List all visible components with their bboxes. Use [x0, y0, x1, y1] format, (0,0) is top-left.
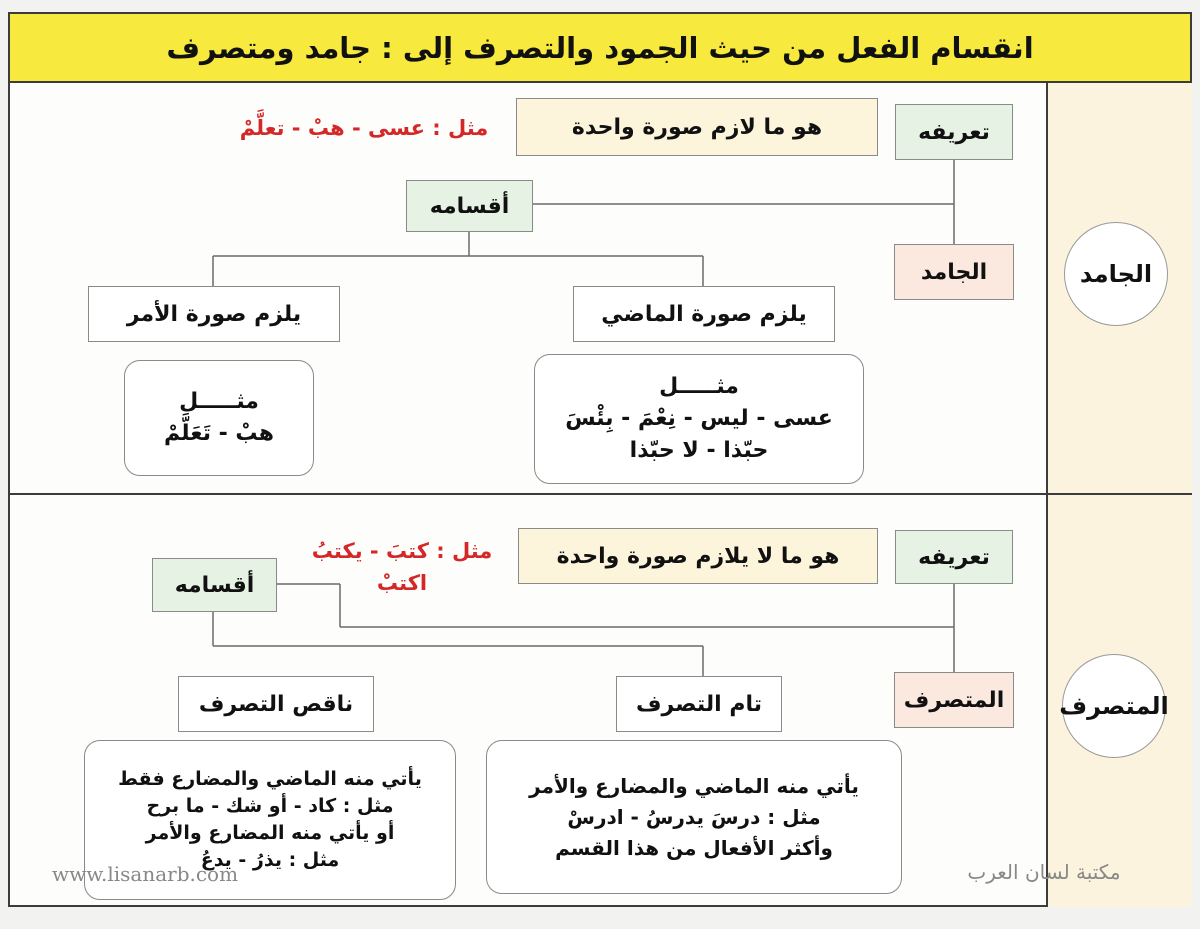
example-line: مثل : كتبَ - يكتبُ	[311, 539, 493, 563]
mutasarrif-divisions-label: أقسامه	[152, 558, 277, 612]
jamid-past-examples	[534, 354, 864, 484]
detail-line: يأتي منه الماضي والمضارع فقط	[118, 768, 422, 791]
mutasarrif-node: المتصرف	[894, 672, 1014, 728]
jamid-divisions-label: أقسامه	[406, 180, 533, 232]
detail-line: وأكثر الأفعال من هذا القسم	[555, 835, 833, 860]
jamid-example: مثل : عسى - هبْ - تعلَّمْ	[239, 116, 489, 140]
detail-line: أو يأتي منه المضارع والأمر	[145, 822, 395, 844]
detail-line: مثل : كاد - أو شك - ما برح	[146, 795, 394, 818]
mutasarrif-example	[300, 536, 504, 599]
mutasarrif-definition-label: تعريفه	[895, 530, 1013, 584]
watermark-brand: مكتبة لسان العرب	[967, 860, 1121, 884]
jamid-definition-label: تعريفه	[895, 104, 1013, 160]
example-heading: مثـــــل	[179, 389, 259, 415]
mutasarrif-complete-label: تام التصرف	[616, 676, 782, 732]
detail-line: يأتي منه الماضي والمضارع والأمر	[529, 773, 859, 798]
jamid-definition-text: هو ما لازم صورة واحدة	[516, 98, 878, 156]
section-label-mutasarrif: المتصرف	[1062, 654, 1166, 758]
jamid-imperative-examples	[124, 360, 314, 476]
jamid-imperative-label: يلزم صورة الأمر	[88, 286, 340, 342]
detail-line: مثل : درسَ يدرسُ - ادرسْ	[567, 804, 821, 829]
example-line: اكتبْ	[376, 570, 428, 595]
mutasarrif-complete-details	[486, 740, 902, 894]
example-line: حبّذا - لا حبّذا	[629, 437, 769, 463]
jamid-past-label: يلزم صورة الماضي	[573, 286, 835, 342]
detail-line: مثل : يذرُ - يدعُ	[200, 848, 340, 871]
page-title: انقسام الفعل من حيث الجمود والتصرف إلى : جامد ومتصرف	[8, 12, 1192, 83]
example-line: عسى - ليس - نِعْمَ - بِئْسَ	[565, 406, 833, 432]
example-line: هبْ - تَعَلَّمْ	[164, 421, 274, 446]
example-heading: مثـــــل	[659, 374, 739, 400]
watermark-url: www.lisanarb.com	[52, 862, 239, 886]
mutasarrif-incomplete-label: ناقص التصرف	[178, 676, 374, 732]
mutasarrif-definition-text: هو ما لا يلازم صورة واحدة	[518, 528, 878, 584]
jamid-node: الجامد	[894, 244, 1014, 300]
section-label-jamid: الجامد	[1064, 222, 1168, 326]
